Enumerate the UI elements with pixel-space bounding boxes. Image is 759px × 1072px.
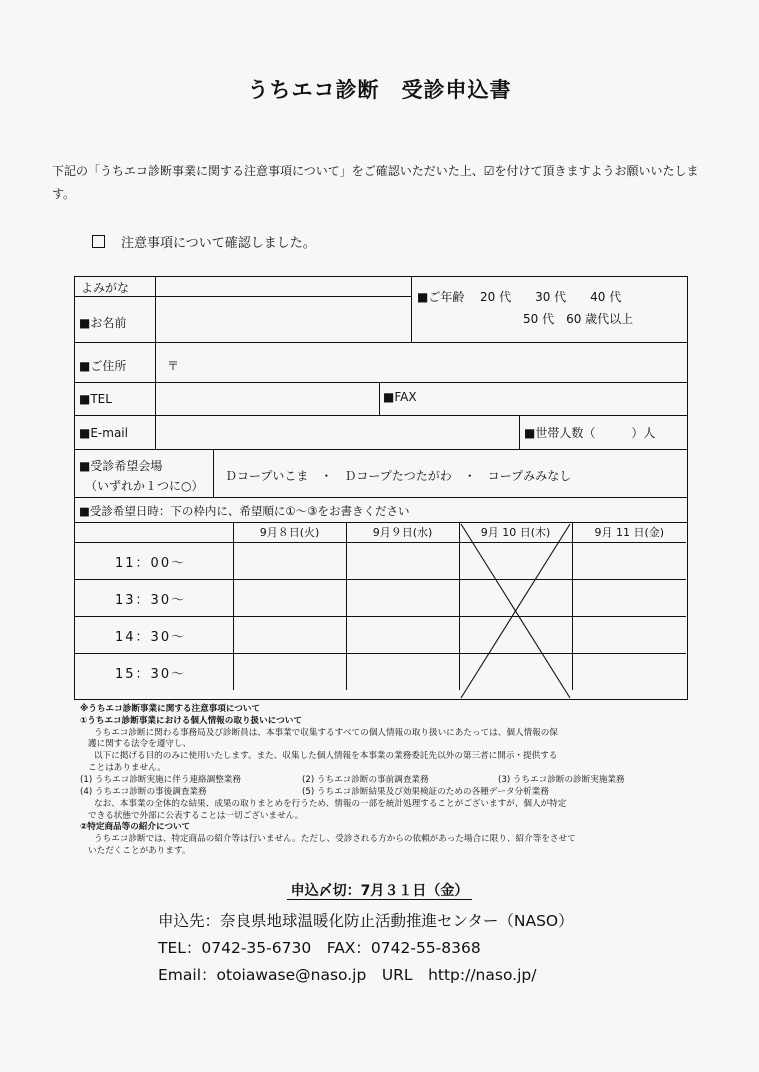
- purpose-item: (2) うちエコ診断の事前調査業務: [302, 774, 429, 785]
- date-header: 9月 11 日(金): [572, 522, 686, 543]
- confirm-label: 注意事項について確認しました。: [121, 236, 316, 251]
- schedule-cell[interactable]: [233, 543, 346, 580]
- table-cell: [75, 522, 233, 543]
- notes-text: できる状態で外部に公表することは一切ございません。: [88, 810, 304, 821]
- date-header: 9月９日(水): [346, 522, 459, 543]
- contact-org: 申込先：奈良県地球温暖化防止活動推進センター（NASO）: [158, 912, 574, 930]
- address-field[interactable]: [183, 345, 683, 379]
- divider: [379, 382, 380, 415]
- time-label: 11：00～: [75, 543, 233, 580]
- notes-text: なお、本事業の全体的な結果、成果の取りまとめを行うため、情報の一部を統計処理することがございますが、個人が特定: [94, 798, 567, 809]
- table-row: [75, 580, 686, 617]
- purpose-item: (5) うちエコ診断結果及び効果検証のための各種データ分析業務: [302, 786, 549, 797]
- schedule-cell[interactable]: [346, 580, 459, 617]
- application-form: [74, 276, 688, 700]
- contact-web: Email：otoiawase@naso.jp URL http://naso.jp/: [158, 966, 537, 984]
- household-field[interactable]: ■世帯人数（ ）人: [524, 426, 656, 440]
- table-row: [75, 617, 686, 654]
- fax-label: ■FAX: [383, 390, 417, 404]
- notes-heading: ※うちエコ診断事業に関する注意事項について: [80, 704, 261, 714]
- divider: [411, 277, 412, 342]
- schedule-instruction: ■受診希望日時：下の枠内に、希望順に①～③をお書きください: [79, 504, 410, 518]
- time-label: 13：30～: [75, 580, 233, 617]
- notes-section2-title: ②特定商品等の紹介について: [80, 822, 191, 833]
- time-label: 14：30～: [75, 617, 233, 654]
- tel-field[interactable]: [157, 384, 375, 413]
- divider: [519, 415, 520, 449]
- divider: [75, 382, 687, 383]
- contact-block: [158, 908, 574, 989]
- contact-phones: TEL：0742-35-6730 FAX：0742-55-8368: [158, 939, 481, 957]
- purpose-item: (1) うちエコ診断実施に伴う連絡調整業務: [80, 774, 241, 785]
- yomigana-label: よみがな: [81, 281, 130, 295]
- email-field[interactable]: [157, 417, 515, 447]
- checkbox[interactable]: [92, 235, 105, 248]
- divider: [213, 449, 214, 497]
- tel-label: ■TEL: [79, 392, 112, 406]
- notes-text: うちエコ診断に関わる事務局及び診断員は、本事業で収集するすべての個人情報の取り扱いにあたっては、個人情報の保: [94, 727, 558, 738]
- schedule-cell[interactable]: [572, 580, 686, 617]
- date-header: 9月 10 日(木): [459, 522, 572, 543]
- divider: [75, 296, 411, 297]
- schedule-cell[interactable]: [346, 617, 459, 654]
- notes-text: いただくことがあります。: [88, 845, 191, 856]
- divider: [75, 415, 687, 416]
- deadline: [0, 880, 759, 900]
- notes-text: 以下に掲げる目的のみに使用いたします。また、収集した個人情報を本事業の業務委託先以外の第三者に開示・提供する: [94, 751, 558, 762]
- divider: [155, 277, 156, 449]
- notes-text: 護に関する法令を遵守し、: [88, 739, 192, 750]
- table-row: [75, 543, 686, 580]
- schedule-cell[interactable]: [346, 654, 459, 691]
- divider: [75, 342, 687, 343]
- schedule-cell[interactable]: [346, 543, 459, 580]
- address-label: ■ご住所: [79, 359, 127, 373]
- name-field[interactable]: [157, 299, 407, 339]
- notes-section1-title: ①うちエコ診断事業における個人情報の取り扱いについて: [80, 715, 302, 726]
- purpose-item: (3) うちエコ診断の診断実施業務: [498, 774, 625, 785]
- postal-mark: 〒: [167, 359, 180, 373]
- notes-text: ことはありません。: [88, 762, 166, 773]
- fax-field[interactable]: [435, 384, 683, 413]
- table-header-row: [75, 522, 686, 543]
- venue-options[interactable]: Ｄコープいこま ・ Ｄコープたつたがわ ・ コープみみなし: [225, 469, 572, 483]
- page-title: うちエコ診断 受診申込書: [247, 78, 512, 102]
- schedule-cell[interactable]: [572, 654, 686, 691]
- divider: [75, 449, 687, 450]
- confirm-checkbox-row[interactable]: [92, 232, 316, 251]
- age-options-row1[interactable]: 20 代 30 代 40 代: [480, 290, 622, 304]
- schedule-cell[interactable]: [233, 617, 346, 654]
- purpose-item: (4) うちエコ診断の事後調査業務: [80, 786, 207, 797]
- date-header: 9月８日(火): [233, 522, 346, 543]
- deadline-text: 申込〆切：7月３１日（金）: [287, 883, 473, 900]
- age-options-row2[interactable]: 50 代 60 歳代以上: [523, 312, 634, 326]
- purpose-row: [80, 775, 692, 787]
- yomigana-field[interactable]: [157, 278, 407, 294]
- schedule-cell[interactable]: [233, 654, 346, 691]
- purpose-row: [80, 787, 692, 799]
- age-label: ■ご年齢: [417, 290, 465, 304]
- venue-label: ■受診希望会場: [79, 459, 163, 473]
- unavailable-cross-mark: [459, 522, 572, 700]
- intro-text: 下記の「うちエコ診断事業に関する注意事項について」をご確認いただいた上、☑を付けて頂きますようお願いいたします。: [52, 164, 699, 201]
- schedule-cell[interactable]: [572, 543, 686, 580]
- notes-text: うちエコ診断では、特定商品の紹介等は行いません。ただし、受診される方からの依頼があった場合に限り、紹介等をさせて: [94, 834, 576, 845]
- email-label: ■E-mail: [79, 426, 128, 440]
- table-row: [75, 654, 686, 691]
- schedule-cell[interactable]: [572, 617, 686, 654]
- venue-hint: （いずれか１つに○）: [85, 479, 204, 493]
- notes-section: [80, 704, 692, 858]
- divider: [75, 497, 687, 498]
- name-label: ■お名前: [79, 316, 127, 330]
- schedule-cell[interactable]: [233, 580, 346, 617]
- time-label: 15：30～: [75, 654, 233, 691]
- schedule-table: [75, 522, 686, 690]
